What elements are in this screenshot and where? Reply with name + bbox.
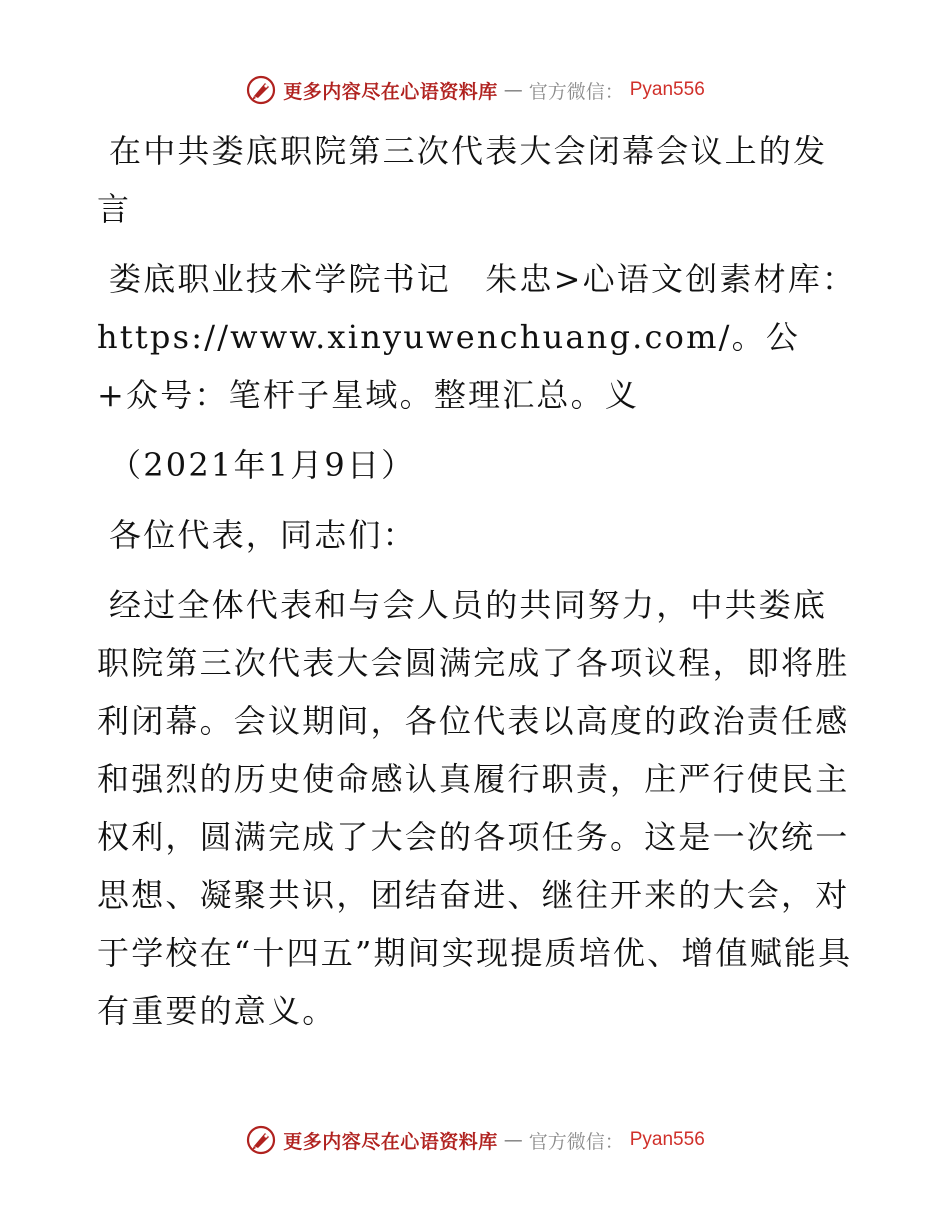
document-body [97, 122, 857, 1040]
footer-banner [0, 1120, 950, 1160]
pen-logo-icon [245, 74, 277, 106]
banner-dash: — [503, 79, 523, 101]
greeting: 各位代表，同志们： [109, 516, 417, 554]
banner-wechat-id: Pyan556 [629, 79, 705, 100]
banner-wechat-id: Pyan556 [629, 1129, 705, 1150]
body-paragraph: 经过全体代表和与会人员的共同努力，中共娄底职院第三次代表大会圆满完成了各项议程，即将胜利闭幕。会议期间，各位代表以高度的政治责任感和强烈的历史使命感认真履行职责，庄严行使民主权利，圆满完成了大会的各项任务。这是一次统一思想、凝聚共识，团结奋进、继往开来的大会，对于学校在“十四五”期间实现提质培优、增值赋能具有重要的意义。 [97, 586, 853, 1030]
author-line: 娄底职业技术学院书记 朱忠>心语文创素材库：https://www.xinyuwenchuang.com/。公+众号：笔杆子星域。整理汇总。义 [97, 260, 857, 414]
banner-dash: — [503, 1129, 523, 1151]
header-banner [0, 70, 950, 110]
banner-slogan: 更多内容尽在心语资料库 [283, 1130, 498, 1153]
document-title: 在中共娄底职院第三次代表大会闭幕会议上的发言 [97, 132, 828, 228]
speech-date: （2021年1月9日） [109, 446, 416, 484]
banner-wechat-label: 官方微信： [528, 80, 624, 103]
banner-slogan: 更多内容尽在心语资料库 [283, 80, 498, 103]
pen-logo-icon [245, 1124, 277, 1156]
banner-wechat-label: 官方微信： [528, 1130, 624, 1153]
